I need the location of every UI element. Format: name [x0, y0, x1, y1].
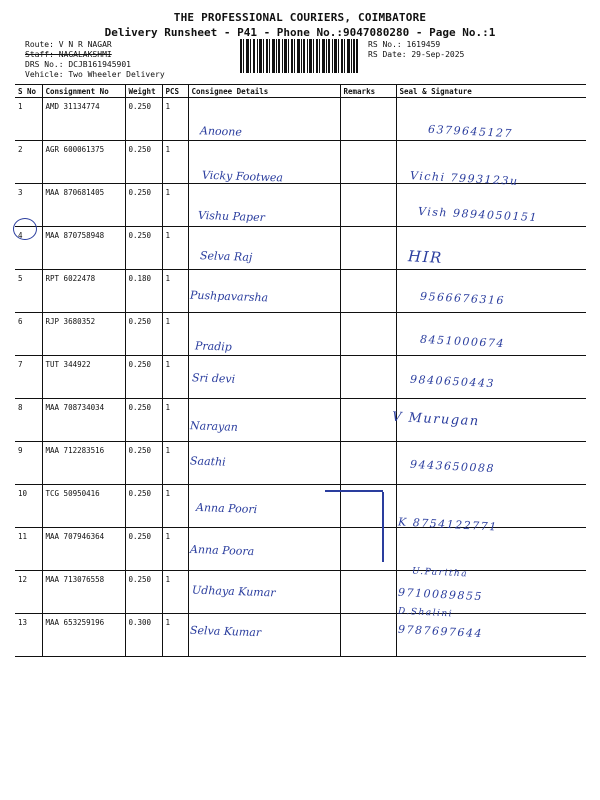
cell-sno: 4: [15, 227, 42, 270]
cell-weight: 0.250: [125, 184, 162, 227]
handwritten-name: Vicky Footwea: [201, 168, 284, 185]
cell-consignment: RJP 3680352: [42, 313, 125, 356]
handwritten-signature: K 8754122771: [397, 515, 498, 534]
table-row: [15, 227, 586, 270]
table-row: [15, 614, 586, 657]
bracket-line: [382, 492, 384, 562]
cell-remarks: [340, 313, 396, 356]
handwritten-name: Anoone: [199, 124, 243, 139]
cell-consignment: TCG 50950416: [42, 485, 125, 528]
company-title: THE PROFESSIONAL COURIERS, COIMBATORE: [173, 11, 427, 24]
cell-sno: 2: [15, 141, 42, 184]
handwritten-name: Narayan: [189, 419, 239, 434]
cell-remarks: [340, 571, 396, 614]
handwritten-name: Selva Raj: [199, 249, 253, 264]
handwritten-signature: Vichi 7993123u: [409, 169, 519, 188]
handwritten-name: Vishu Paper: [197, 208, 266, 225]
cell-weight: 0.250: [125, 571, 162, 614]
col-remarks: Remarks: [340, 85, 396, 98]
cell-weight: 0.250: [125, 528, 162, 571]
cell-pcs: 1: [162, 442, 188, 485]
cell-sno: 6: [15, 313, 42, 356]
handwritten-signature: HIR: [407, 247, 444, 267]
col-pcs: PCS: [162, 85, 188, 98]
cell-pcs: 1: [162, 313, 188, 356]
cell-remarks: [340, 98, 396, 141]
handwritten-signature: 9840650443: [409, 372, 496, 391]
cell-pcs: 1: [162, 571, 188, 614]
col-signature: Seal & Signature: [396, 85, 586, 98]
cell-remarks: [340, 270, 396, 313]
cell-remarks: [340, 614, 396, 657]
cell-remarks: [340, 141, 396, 184]
cell-pcs: 1: [162, 141, 188, 184]
cell-pcs: 1: [162, 528, 188, 571]
cell-weight: 0.180: [125, 270, 162, 313]
cell-consignment: MAA 713076558: [42, 571, 125, 614]
drs-number: DRS No.: DCJB161945901: [25, 60, 131, 69]
cell-weight: 0.300: [125, 614, 162, 657]
rs-date: RS Date: 29-Sep-2025: [368, 50, 465, 59]
cell-consignment: RPT 6022478: [42, 270, 125, 313]
handwritten-signature: U.Paritha: [411, 566, 469, 580]
barcode: [240, 39, 358, 73]
handwritten-name: Pushpavarsha: [189, 288, 269, 305]
runsheet-meta-left: [25, 40, 165, 80]
cell-remarks: [340, 184, 396, 227]
runsheet-title: Delivery Runsheet - P41 - Phone No.:9047080280 - Page No.:1: [104, 26, 496, 39]
handwritten-signature: 9710089855: [397, 585, 484, 604]
handwritten-name: Udhaya Kumar: [191, 583, 276, 600]
cell-pcs: 1: [162, 485, 188, 528]
handwritten-signature: 9566676316: [419, 289, 506, 308]
table-row: [15, 442, 586, 485]
table-row: [15, 485, 586, 528]
handwritten-name: Anna Poori: [195, 500, 258, 517]
cell-pcs: 1: [162, 184, 188, 227]
handwritten-signature: 6379645127: [427, 122, 514, 141]
rs-number: RS No.: 1619459: [368, 40, 441, 49]
cell-weight: 0.250: [125, 313, 162, 356]
handwritten-signature: Vish 9894050151: [417, 204, 539, 225]
delivery-table: [15, 84, 586, 657]
staff: Staff: NAGALAKSHMI: [25, 50, 112, 59]
cell-weight: 0.250: [125, 98, 162, 141]
handwritten-signature: 8451000674: [419, 332, 506, 351]
cell-sno: 12: [15, 571, 42, 614]
handwritten-signature: 9443650088: [409, 457, 496, 476]
table-row: [15, 356, 586, 399]
route: Route: V N R NAGAR: [25, 40, 112, 49]
cell-pcs: 1: [162, 270, 188, 313]
handwritten-signature: 9787697644: [397, 622, 484, 641]
cell-sno: 9: [15, 442, 42, 485]
cell-sno: 7: [15, 356, 42, 399]
cell-remarks: [340, 528, 396, 571]
col-consignee: Consignee Details: [188, 85, 340, 98]
col-weight: Weight: [125, 85, 162, 98]
cell-consignment: MAA 708734034: [42, 399, 125, 442]
cell-consignee: [188, 227, 340, 270]
cell-weight: 0.250: [125, 442, 162, 485]
cell-consignment: AGR 600061375: [42, 141, 125, 184]
handwritten-name: Saathi: [189, 454, 226, 469]
cell-consignment: AMD 31134774: [42, 98, 125, 141]
row-4-circle-mark: [13, 218, 37, 240]
handwritten-signature: D.Shalini: [397, 606, 454, 620]
cell-pcs: 1: [162, 227, 188, 270]
handwritten-name: Anna Poora: [189, 542, 255, 559]
cell-weight: 0.250: [125, 141, 162, 184]
cell-consignment: MAA 653259196: [42, 614, 125, 657]
cell-sno: 8: [15, 399, 42, 442]
cell-pcs: 1: [162, 98, 188, 141]
table-row: [15, 571, 586, 614]
cell-weight: 0.250: [125, 399, 162, 442]
cell-consignment: MAA 870758948: [42, 227, 125, 270]
cell-weight: 0.250: [125, 227, 162, 270]
cell-sno: 1: [15, 98, 42, 141]
cell-consignment: MAA 707946364: [42, 528, 125, 571]
col-sno: S No: [15, 85, 42, 98]
cell-sno: 10: [15, 485, 42, 528]
cell-weight: 0.250: [125, 485, 162, 528]
bracket-line: [325, 490, 383, 492]
cell-pcs: 1: [162, 399, 188, 442]
runsheet-meta-right: [368, 40, 464, 60]
handwritten-name: Sri devi: [191, 371, 236, 386]
col-consignment: Consignment No: [42, 85, 125, 98]
cell-weight: 0.250: [125, 356, 162, 399]
cell-pcs: 1: [162, 356, 188, 399]
cell-signature: [396, 528, 586, 571]
cell-remarks: [340, 442, 396, 485]
cell-consignment: MAA 712283516: [42, 442, 125, 485]
cell-sno: 5: [15, 270, 42, 313]
cell-consignment: MAA 870681405: [42, 184, 125, 227]
cell-sno: 13: [15, 614, 42, 657]
handwritten-name: Selva Kumar: [189, 623, 262, 640]
cell-sno: 11: [15, 528, 42, 571]
cell-pcs: 1: [162, 614, 188, 657]
cell-remarks: [340, 399, 396, 442]
cell-consignment: TUT 344922: [42, 356, 125, 399]
table-header-row: [15, 85, 586, 98]
table-row: [15, 399, 586, 442]
cell-sno: 3: [15, 184, 42, 227]
handwritten-name: Pradip: [194, 339, 233, 354]
vehicle: Vehicle: Two Wheeler Delivery: [25, 70, 165, 79]
cell-remarks: [340, 356, 396, 399]
table-row: [15, 528, 586, 571]
handwritten-signature: V Murugan: [391, 409, 481, 430]
cell-remarks: [340, 227, 396, 270]
